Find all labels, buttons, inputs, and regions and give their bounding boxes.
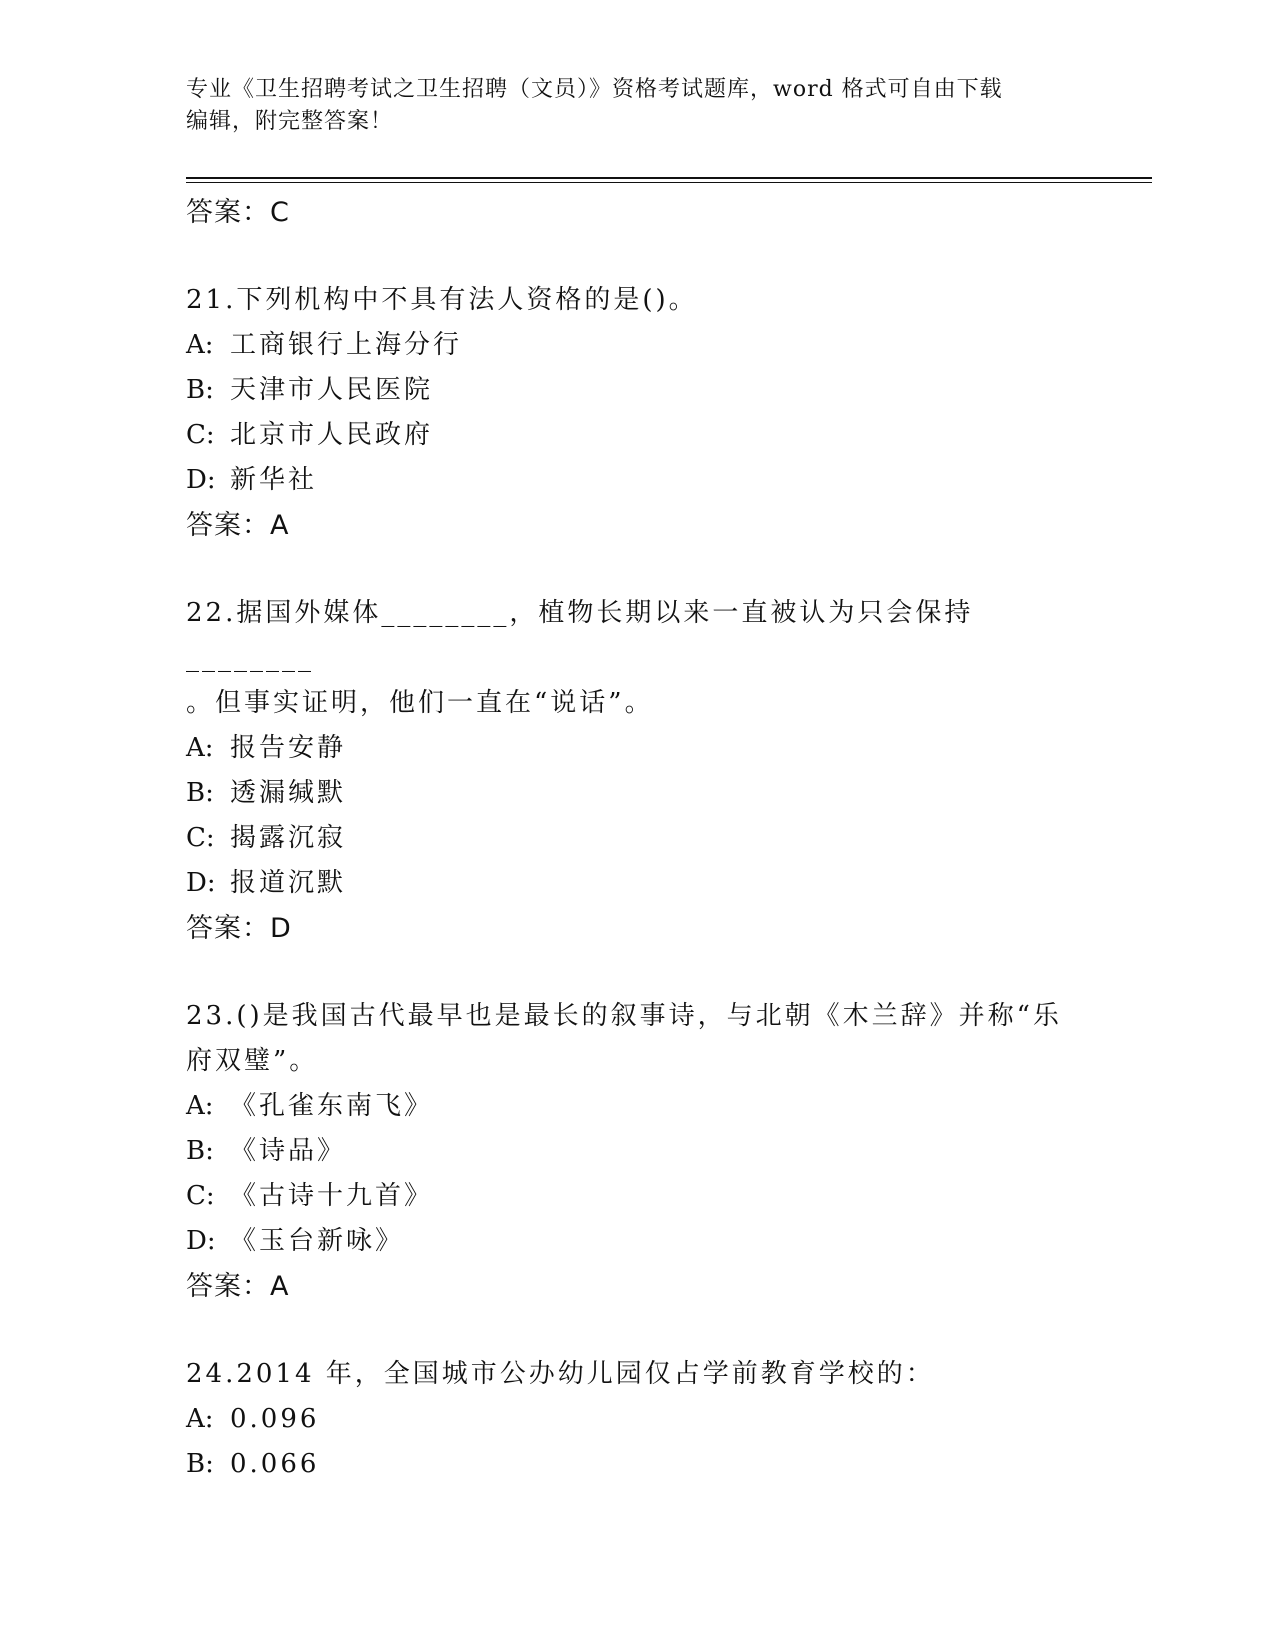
question-text: 22.据国外媒体________，植物长期以来一直被认为只会保持________ xyxy=(186,598,974,673)
option-label: B: xyxy=(186,1449,214,1479)
header-line: 编辑，附完整答案！ xyxy=(186,109,394,134)
option-item xyxy=(186,368,1086,413)
option-text: 《孔雀东南飞》 xyxy=(230,1091,434,1121)
option-text: 《诗品》 xyxy=(230,1136,347,1166)
answer-line: 答案：A xyxy=(186,1271,290,1302)
option-item xyxy=(186,1397,1086,1442)
question-item xyxy=(186,278,1086,549)
option-item xyxy=(186,458,1086,503)
header-line: 专业《卫生招聘考试之卫生招聘（文员）》资格考试题库，word 格式可自由下载 xyxy=(186,77,1003,102)
option-item xyxy=(186,1084,1086,1129)
option-label: C: xyxy=(186,420,215,450)
option-label: D: xyxy=(186,1226,216,1256)
option-item xyxy=(186,1219,1086,1264)
option-text: 0.096 xyxy=(230,1404,320,1434)
option-label: A: xyxy=(186,330,214,360)
option-text: 《古诗十九首》 xyxy=(230,1181,434,1211)
option-item xyxy=(186,1174,1086,1219)
question-item xyxy=(186,591,1086,952)
option-label: C: xyxy=(186,1181,215,1211)
option-label: A: xyxy=(186,1091,214,1121)
option-text: 揭露沉寂 xyxy=(230,823,347,853)
option-text: 工商银行上海分行 xyxy=(230,330,463,360)
header-divider xyxy=(186,177,1152,179)
option-item xyxy=(186,771,1086,816)
option-text: 报道沉默 xyxy=(230,868,347,898)
question-item xyxy=(186,1352,1086,1487)
question-item xyxy=(186,994,1086,1310)
option-label: D: xyxy=(186,868,216,898)
header-divider xyxy=(186,182,1152,183)
question-text: 府双璧”。 xyxy=(186,1046,319,1076)
question-list xyxy=(186,190,1086,1487)
question-text: 24.2014 年，全国城市公办幼儿园仅占学前教育学校的： xyxy=(186,1359,935,1389)
option-item xyxy=(186,861,1086,906)
option-item xyxy=(186,816,1086,861)
answer-line: 答案：C xyxy=(186,197,290,228)
option-text: 新华社 xyxy=(230,465,318,495)
question-text: 21.下列机构中不具有法人资格的是()。 xyxy=(186,285,698,315)
option-label: A: xyxy=(186,733,214,763)
question-text: 23.()是我国古代最早也是最长的叙事诗，与北朝《木兰辞》并称“乐 xyxy=(186,1001,1062,1031)
option-label: B: xyxy=(186,1136,214,1166)
option-text: 0.066 xyxy=(230,1449,320,1479)
option-item xyxy=(186,323,1086,368)
question-text: 。但事实证明，他们一直在“说话”。 xyxy=(186,688,654,718)
answer-line: 答案：A xyxy=(186,510,290,541)
option-item xyxy=(186,1442,1086,1487)
option-item xyxy=(186,726,1086,771)
option-text: 报告安静 xyxy=(230,733,347,763)
option-item xyxy=(186,1129,1086,1174)
option-text: 北京市人民政府 xyxy=(230,420,434,450)
answer-line: 答案：D xyxy=(186,913,292,944)
option-label: A: xyxy=(186,1404,214,1434)
option-label: D: xyxy=(186,465,216,495)
option-text: 《玉台新咏》 xyxy=(230,1226,405,1256)
option-label: B: xyxy=(186,778,214,808)
option-item xyxy=(186,413,1086,458)
option-text: 透漏缄默 xyxy=(230,778,347,808)
option-label: B: xyxy=(186,375,214,405)
option-label: C: xyxy=(186,823,215,853)
document-header xyxy=(186,74,1066,138)
option-text: 天津市人民医院 xyxy=(230,375,434,405)
